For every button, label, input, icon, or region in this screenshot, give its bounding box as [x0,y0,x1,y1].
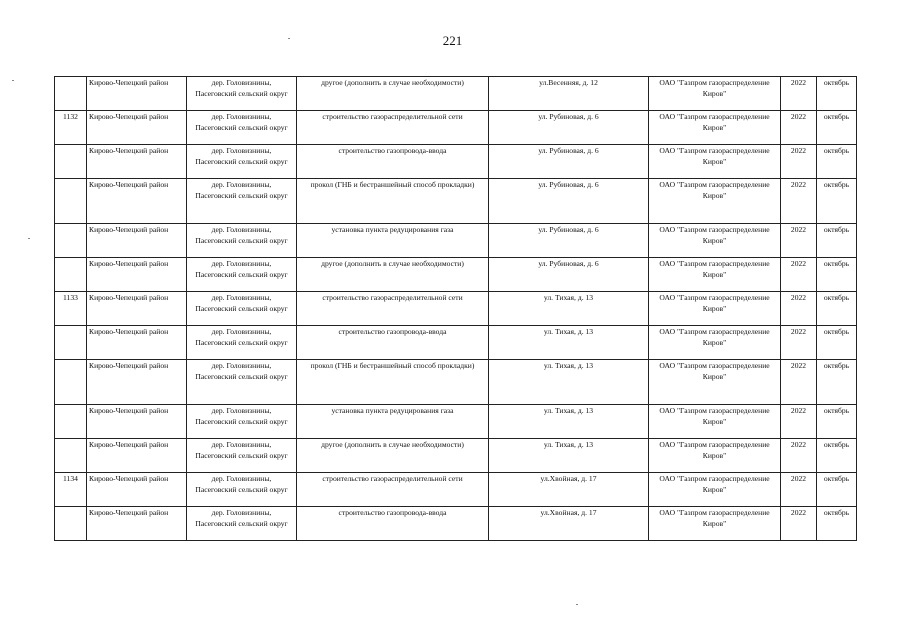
cell-month: октябрь [817,360,857,405]
cell-district: Кирово-Чепецкий район [87,326,187,360]
cell-work-type: другое (дополнить в случае необходимости) [297,258,489,292]
cell-year: 2022 [781,258,817,292]
locality-line: Пасеговский сельский округ [195,416,288,426]
table-row [55,111,857,145]
cell-number [55,326,87,360]
cell-year: 2022 [781,77,817,111]
cell-number [55,439,87,473]
organization-line: ОАО "Газпром газораспределение [659,78,770,87]
locality-line: Пасеговский сельский округ [195,303,288,313]
cell-month: октябрь [817,473,857,507]
cell-work-type: установка пункта редуцирования газа [297,405,489,439]
locality-line: дер. Головизнины, [211,474,272,483]
table-row [55,224,857,258]
cell-year: 2022 [781,405,817,439]
cell-year: 2022 [781,473,817,507]
locality-line: Пасеговский сельский округ [195,190,288,200]
cell-number [55,405,87,439]
cell-year: 2022 [781,179,817,224]
organization-line: ОАО "Газпром газораспределение [659,225,770,234]
cell-month: октябрь [817,145,857,179]
locality-line: дер. Головизнины, [211,406,272,415]
cell-month: октябрь [817,258,857,292]
cell-work-type: установка пункта редуцирования газа [297,224,489,258]
locality-line: дер. Головизнины, [211,293,272,302]
cell-year: 2022 [781,439,817,473]
table-row [55,326,857,360]
cell-month: октябрь [817,292,857,326]
page-number: 221 [442,33,463,48]
table-row [55,473,857,507]
locality-line: дер. Головизнины, [211,225,272,234]
table-row [55,179,857,224]
cell-work-type: другое (дополнить в случае необходимости) [297,439,489,473]
table-row [55,77,857,111]
organization-line: Киров" [702,416,727,426]
cell-organization [649,258,781,292]
cell-district: Кирово-Чепецкий район [87,439,187,473]
table-row [55,292,857,326]
scan-speck [288,38,290,39]
cell-organization [649,439,781,473]
cell-month: октябрь [817,326,857,360]
cell-locality [187,179,297,224]
cell-organization [649,224,781,258]
locality-line: Пасеговский сельский округ [195,269,288,279]
cell-work-type: строительство газопровода-ввода [297,326,489,360]
locality-line: дер. Головизнины, [211,259,272,268]
organization-line: ОАО "Газпром газораспределение [659,327,770,336]
locality-line: дер. Головизнины, [211,361,272,370]
locality-line: дер. Головизнины, [211,327,272,336]
cell-work-type: другое (дополнить в случае необходимости) [297,77,489,111]
locality-line: Пасеговский сельский округ [195,450,288,460]
organization-line: ОАО "Газпром газораспределение [659,293,770,302]
locality-line: дер. Головизнины, [211,78,272,87]
cell-district: Кирово-Чепецкий район [87,145,187,179]
cell-work-type: строительство газораспределительной сети [297,292,489,326]
table-row [55,145,857,179]
cell-address: ул. Тихая, д. 13 [489,326,649,360]
cell-organization [649,77,781,111]
organization-line: ОАО "Газпром газораспределение [659,508,770,517]
locality-line: Пасеговский сельский округ [195,518,288,528]
cell-number: 1134 [55,473,87,507]
table-row [55,507,857,541]
table-row [55,439,857,473]
cell-locality [187,111,297,145]
cell-locality [187,77,297,111]
cell-locality [187,326,297,360]
organization-line: Киров" [702,518,727,528]
locality-line: Пасеговский сельский округ [195,122,288,132]
cell-number: 1133 [55,292,87,326]
cell-work-type: прокол (ГНБ и бестраншейный способ прокладки) [297,179,489,224]
cell-month: октябрь [817,224,857,258]
cell-address: ул.Хвойная, д. 17 [489,507,649,541]
cell-work-type: строительство газопровода-ввода [297,507,489,541]
cell-locality [187,145,297,179]
cell-address: ул. Тихая, д. 13 [489,405,649,439]
cell-district: Кирово-Чепецкий район [87,111,187,145]
cell-month: октябрь [817,179,857,224]
cell-number [55,145,87,179]
organization-line: Киров" [702,156,727,166]
organization-line: Киров" [702,337,727,347]
cell-locality [187,224,297,258]
table-row [55,405,857,439]
cell-address: ул. Рубиновая, д. 6 [489,258,649,292]
cell-locality [187,439,297,473]
locality-line: дер. Головизнины, [211,508,272,517]
locality-line: Пасеговский сельский округ [195,484,288,494]
organization-line: Киров" [702,88,727,98]
cell-address: ул. Рубиновая, д. 6 [489,145,649,179]
cell-work-type: строительство газораспределительной сети [297,473,489,507]
cell-year: 2022 [781,360,817,405]
cell-month: октябрь [817,507,857,541]
cell-district: Кирово-Чепецкий район [87,292,187,326]
organization-line: Киров" [702,269,727,279]
cell-organization [649,507,781,541]
cell-address: ул. Тихая, д. 13 [489,360,649,405]
cell-organization [649,473,781,507]
organization-line: Киров" [702,371,727,381]
cell-address: ул. Рубиновая, д. 6 [489,224,649,258]
cell-number [55,77,87,111]
cell-address: ул.Весенняя, д. 12 [489,77,649,111]
organization-line: ОАО "Газпром газораспределение [659,361,770,370]
cell-organization [649,179,781,224]
cell-locality [187,258,297,292]
cell-district: Кирово-Чепецкий район [87,224,187,258]
cell-address: ул. Тихая, д. 13 [489,439,649,473]
locality-line: Пасеговский сельский округ [195,156,288,166]
locality-line: Пасеговский сельский округ [195,371,288,381]
organization-line: ОАО "Газпром газораспределение [659,180,770,189]
table-row [55,258,857,292]
cell-organization [649,326,781,360]
table-row [55,360,857,405]
table-body [55,77,857,541]
cell-month: октябрь [817,77,857,111]
cell-work-type: прокол (ГНБ и бестраншейный способ прокладки) [297,360,489,405]
cell-organization [649,145,781,179]
scan-speck [28,238,30,239]
locality-line: дер. Головизнины, [211,146,272,155]
cell-district: Кирово-Чепецкий район [87,507,187,541]
scan-speck [12,80,14,81]
organization-line: ОАО "Газпром газораспределение [659,112,770,121]
cell-number: 1132 [55,111,87,145]
cell-locality [187,292,297,326]
locality-line: дер. Головизнины, [211,112,272,121]
locality-line: Пасеговский сельский округ [195,88,288,98]
organization-line: ОАО "Газпром газораспределение [659,406,770,415]
organization-line: Киров" [702,190,727,200]
cell-year: 2022 [781,111,817,145]
organization-line: Киров" [702,122,727,132]
cell-number [55,258,87,292]
cell-organization [649,292,781,326]
cell-locality [187,507,297,541]
organization-line: ОАО "Газпром газораспределение [659,440,770,449]
cell-locality [187,405,297,439]
register-table [54,76,857,541]
locality-line: дер. Головизнины, [211,440,272,449]
organization-line: ОАО "Газпром газораспределение [659,259,770,268]
organization-line: Киров" [702,303,727,313]
locality-line: Пасеговский сельский округ [195,235,288,245]
cell-year: 2022 [781,507,817,541]
cell-month: октябрь [817,405,857,439]
cell-work-type: строительство газораспределительной сети [297,111,489,145]
organization-line: Киров" [702,484,727,494]
cell-district: Кирово-Чепецкий район [87,179,187,224]
cell-district: Кирово-Чепецкий район [87,360,187,405]
cell-organization [649,405,781,439]
cell-district: Кирово-Чепецкий район [87,473,187,507]
organization-line: ОАО "Газпром газораспределение [659,146,770,155]
scan-speck [576,604,578,605]
cell-address: ул. Тихая, д. 13 [489,292,649,326]
cell-number [55,224,87,258]
cell-year: 2022 [781,292,817,326]
organization-line: ОАО "Газпром газораспределение [659,474,770,483]
cell-locality [187,360,297,405]
cell-work-type: строительство газопровода-ввода [297,145,489,179]
cell-organization [649,360,781,405]
cell-organization [649,111,781,145]
cell-district: Кирово-Чепецкий район [87,77,187,111]
organization-line: Киров" [702,235,727,245]
cell-address: ул. Рубиновая, д. 6 [489,179,649,224]
cell-locality [187,473,297,507]
cell-address: ул.Хвойная, д. 17 [489,473,649,507]
cell-number [55,507,87,541]
locality-line: дер. Головизнины, [211,180,272,189]
cell-year: 2022 [781,145,817,179]
locality-line: Пасеговский сельский округ [195,337,288,347]
cell-address: ул. Рубиновая, д. 6 [489,111,649,145]
cell-month: октябрь [817,439,857,473]
cell-number [55,179,87,224]
cell-year: 2022 [781,326,817,360]
cell-district: Кирово-Чепецкий район [87,405,187,439]
cell-district: Кирово-Чепецкий район [87,258,187,292]
cell-month: октябрь [817,111,857,145]
cell-year: 2022 [781,224,817,258]
cell-number [55,360,87,405]
organization-line: Киров" [702,450,727,460]
